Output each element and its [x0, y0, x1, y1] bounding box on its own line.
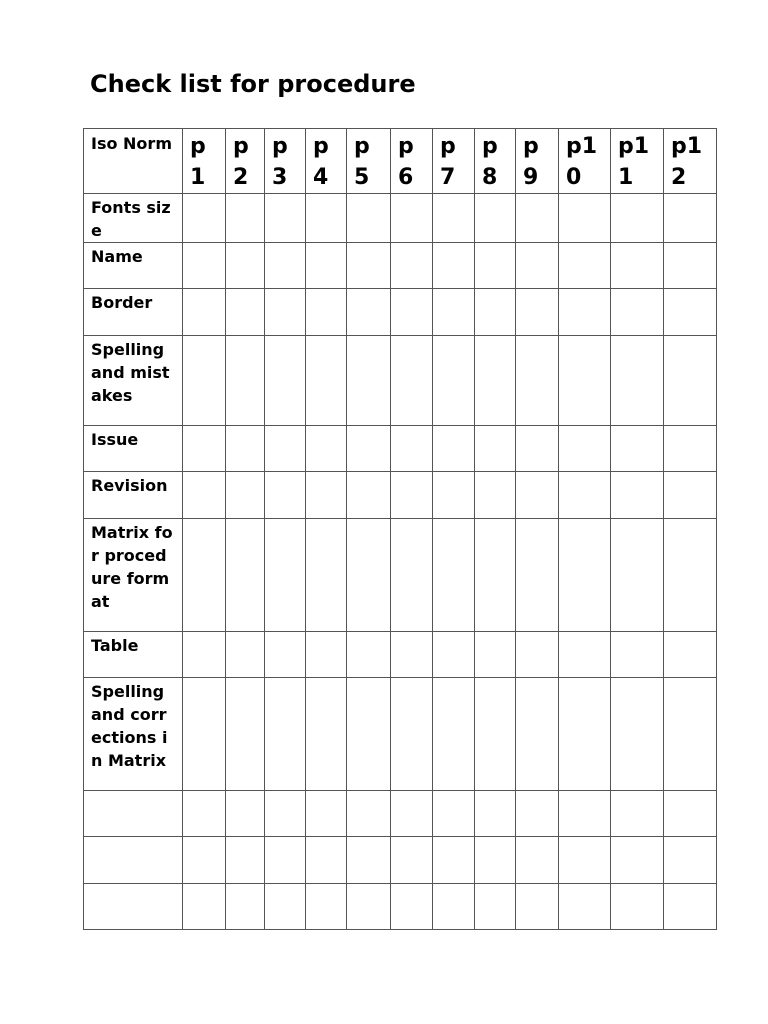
check-cell[interactable] [611, 632, 664, 678]
check-cell[interactable] [265, 791, 306, 837]
column-header-label: p 7 [440, 134, 456, 190]
check-cell[interactable] [347, 791, 391, 837]
check-cell[interactable] [265, 884, 306, 930]
column-header-label: p 4 [313, 134, 329, 190]
check-cell[interactable] [559, 336, 611, 426]
check-cell[interactable] [516, 472, 559, 519]
check-cell[interactable] [611, 519, 664, 632]
column-header-p1 [183, 129, 226, 194]
check-cell[interactable] [226, 837, 265, 884]
check-cell[interactable] [475, 336, 516, 426]
check-cell[interactable] [226, 194, 265, 243]
row-label: Border [91, 293, 153, 312]
check-cell[interactable] [559, 194, 611, 243]
check-cell[interactable] [611, 336, 664, 426]
column-header-p10 [559, 129, 611, 194]
check-cell[interactable] [433, 289, 475, 336]
check-cell[interactable] [265, 243, 306, 289]
check-cell[interactable] [559, 243, 611, 289]
row-label-cell [84, 472, 183, 519]
row-label-cell [84, 519, 183, 632]
check-cell[interactable] [265, 472, 306, 519]
check-cell[interactable] [391, 791, 433, 837]
check-cell[interactable] [265, 289, 306, 336]
row-label-cell [84, 678, 183, 791]
check-cell[interactable] [226, 243, 265, 289]
check-cell[interactable] [664, 472, 717, 519]
check-cell[interactable] [664, 837, 717, 884]
check-cell[interactable] [391, 336, 433, 426]
check-cell[interactable] [664, 243, 717, 289]
column-header-p3 [265, 129, 306, 194]
row-label: Name [91, 247, 143, 266]
check-cell[interactable] [306, 837, 347, 884]
column-header-label: p1 1 [618, 134, 650, 190]
check-cell[interactable] [475, 837, 516, 884]
check-cell[interactable] [183, 837, 226, 884]
check-cell[interactable] [475, 519, 516, 632]
check-cell[interactable] [516, 791, 559, 837]
table-row [84, 243, 717, 289]
check-cell[interactable] [183, 289, 226, 336]
check-cell[interactable] [226, 791, 265, 837]
column-header-label: p 8 [482, 134, 498, 190]
check-cell[interactable] [347, 632, 391, 678]
column-header-label: p1 0 [566, 134, 598, 190]
column-header-p9 [516, 129, 559, 194]
check-cell[interactable] [391, 194, 433, 243]
check-cell[interactable] [611, 194, 664, 243]
check-cell[interactable] [306, 791, 347, 837]
check-cell[interactable] [559, 426, 611, 472]
check-cell[interactable] [183, 678, 226, 791]
check-cell[interactable] [559, 472, 611, 519]
check-cell[interactable] [226, 289, 265, 336]
corner-header-cell [84, 129, 183, 194]
check-cell[interactable] [391, 678, 433, 791]
check-cell[interactable] [347, 472, 391, 519]
check-cell[interactable] [611, 243, 664, 289]
column-header-p7 [433, 129, 475, 194]
check-cell[interactable] [475, 791, 516, 837]
check-cell[interactable] [516, 243, 559, 289]
check-cell[interactable] [475, 884, 516, 930]
check-cell[interactable] [611, 472, 664, 519]
column-header-p8 [475, 129, 516, 194]
row-label [84, 791, 182, 793]
check-cell[interactable] [433, 243, 475, 289]
table-row [84, 884, 717, 930]
table-row [84, 678, 717, 791]
check-cell[interactable] [516, 426, 559, 472]
check-cell[interactable] [664, 678, 717, 791]
check-cell[interactable] [391, 632, 433, 678]
row-label: Table [91, 636, 139, 655]
check-cell[interactable] [664, 194, 717, 243]
check-cell[interactable] [559, 632, 611, 678]
check-cell[interactable] [306, 243, 347, 289]
column-header-label: p 1 [190, 134, 206, 190]
row-label-cell [84, 336, 183, 426]
check-cell[interactable] [183, 472, 226, 519]
check-cell[interactable] [183, 336, 226, 426]
row-label-cell [84, 289, 183, 336]
column-header-p6 [391, 129, 433, 194]
check-cell[interactable] [475, 426, 516, 472]
table-row [84, 837, 717, 884]
check-cell[interactable] [226, 336, 265, 426]
column-header-p12 [664, 129, 717, 194]
check-cell[interactable] [183, 884, 226, 930]
check-cell[interactable] [306, 519, 347, 632]
row-label: Revision [91, 476, 168, 495]
row-label: Spelling and corrections in Matrix [91, 682, 168, 770]
check-cell[interactable] [347, 194, 391, 243]
check-cell[interactable] [391, 243, 433, 289]
check-cell[interactable] [559, 519, 611, 632]
check-cell[interactable] [664, 289, 717, 336]
check-cell[interactable] [559, 791, 611, 837]
check-cell[interactable] [306, 884, 347, 930]
check-cell[interactable] [611, 678, 664, 791]
check-cell[interactable] [475, 243, 516, 289]
check-cell[interactable] [475, 678, 516, 791]
check-cell[interactable] [183, 243, 226, 289]
page-title: Check list for procedure [90, 70, 416, 98]
check-cell[interactable] [347, 243, 391, 289]
column-header-p5 [347, 129, 391, 194]
check-cell[interactable] [611, 791, 664, 837]
check-cell[interactable] [306, 194, 347, 243]
check-cell[interactable] [475, 289, 516, 336]
check-cell[interactable] [347, 289, 391, 336]
check-cell[interactable] [516, 194, 559, 243]
check-cell[interactable] [265, 837, 306, 884]
check-cell[interactable] [516, 336, 559, 426]
column-header-label: p 9 [523, 134, 539, 190]
check-cell[interactable] [516, 678, 559, 791]
check-cell[interactable] [559, 884, 611, 930]
check-cell[interactable] [306, 678, 347, 791]
check-cell[interactable] [226, 678, 265, 791]
check-cell[interactable] [265, 194, 306, 243]
column-header-p4 [306, 129, 347, 194]
check-cell[interactable] [265, 632, 306, 678]
check-cell[interactable] [226, 426, 265, 472]
check-cell[interactable] [347, 336, 391, 426]
check-cell[interactable] [391, 837, 433, 884]
check-cell[interactable] [265, 336, 306, 426]
column-header-label: p 3 [272, 134, 288, 190]
row-label [84, 837, 182, 839]
check-cell[interactable] [391, 289, 433, 336]
check-cell[interactable] [475, 472, 516, 519]
table-row [84, 519, 717, 632]
table-row [84, 336, 717, 426]
check-cell[interactable] [306, 289, 347, 336]
column-header-label: p 2 [233, 134, 249, 190]
check-cell[interactable] [516, 519, 559, 632]
table-row [84, 289, 717, 336]
check-cell[interactable] [516, 289, 559, 336]
check-cell[interactable] [306, 632, 347, 678]
table-row [84, 194, 717, 243]
header-row [84, 129, 717, 194]
check-cell[interactable] [664, 791, 717, 837]
check-cell[interactable] [433, 678, 475, 791]
check-cell[interactable] [265, 426, 306, 472]
row-label-cell [84, 194, 183, 243]
check-cell[interactable] [306, 472, 347, 519]
row-label-cell [84, 884, 183, 930]
check-cell[interactable] [183, 791, 226, 837]
row-label: Fonts size [91, 198, 171, 240]
check-cell[interactable] [433, 791, 475, 837]
check-cell[interactable] [391, 426, 433, 472]
check-cell[interactable] [265, 678, 306, 791]
check-cell[interactable] [611, 426, 664, 472]
row-label: Matrix for procedure format [91, 523, 173, 611]
corner-header-label: Iso Norm [91, 134, 172, 153]
check-cell[interactable] [347, 519, 391, 632]
column-header-label: p1 2 [671, 134, 703, 190]
check-cell[interactable] [226, 632, 265, 678]
table-row [84, 791, 717, 837]
check-cell[interactable] [265, 519, 306, 632]
check-cell[interactable] [559, 837, 611, 884]
check-cell[interactable] [664, 632, 717, 678]
check-cell[interactable] [475, 632, 516, 678]
check-cell[interactable] [433, 837, 475, 884]
check-cell[interactable] [664, 426, 717, 472]
row-label: Issue [91, 430, 139, 449]
checklist-body [84, 194, 717, 930]
check-cell[interactable] [433, 519, 475, 632]
checklist-table [83, 128, 717, 930]
check-cell[interactable] [306, 426, 347, 472]
check-cell[interactable] [433, 194, 475, 243]
row-label-cell [84, 837, 183, 884]
check-cell[interactable] [611, 837, 664, 884]
check-cell[interactable] [433, 884, 475, 930]
check-cell[interactable] [347, 884, 391, 930]
check-cell[interactable] [183, 426, 226, 472]
check-cell[interactable] [433, 336, 475, 426]
column-header-p2 [226, 129, 265, 194]
check-cell[interactable] [664, 336, 717, 426]
check-cell[interactable] [433, 632, 475, 678]
check-cell[interactable] [183, 519, 226, 632]
column-header-p11 [611, 129, 664, 194]
table-row [84, 472, 717, 519]
row-label-cell [84, 632, 183, 678]
check-cell[interactable] [516, 884, 559, 930]
row-label: Spelling and mistakes [91, 340, 170, 405]
row-label-cell [84, 426, 183, 472]
check-cell[interactable] [226, 519, 265, 632]
check-cell[interactable] [391, 472, 433, 519]
check-cell[interactable] [226, 884, 265, 930]
check-cell[interactable] [347, 837, 391, 884]
check-cell[interactable] [183, 194, 226, 243]
column-header-label: p 6 [398, 134, 414, 190]
check-cell[interactable] [183, 632, 226, 678]
row-label [84, 884, 182, 886]
check-cell[interactable] [516, 632, 559, 678]
check-cell[interactable] [306, 336, 347, 426]
check-cell[interactable] [226, 472, 265, 519]
check-cell[interactable] [559, 289, 611, 336]
check-cell[interactable] [664, 884, 717, 930]
table-row [84, 632, 717, 678]
check-cell[interactable] [347, 678, 391, 791]
row-label-cell [84, 791, 183, 837]
check-cell[interactable] [391, 884, 433, 930]
table-row [84, 426, 717, 472]
check-cell[interactable] [433, 426, 475, 472]
check-cell[interactable] [611, 289, 664, 336]
check-cell[interactable] [475, 194, 516, 243]
check-cell[interactable] [433, 472, 475, 519]
row-label-cell [84, 243, 183, 289]
column-header-label: p 5 [354, 134, 370, 190]
check-cell[interactable] [391, 519, 433, 632]
check-cell[interactable] [559, 678, 611, 791]
check-cell[interactable] [611, 884, 664, 930]
check-cell[interactable] [664, 519, 717, 632]
check-cell[interactable] [347, 426, 391, 472]
check-cell[interactable] [516, 837, 559, 884]
